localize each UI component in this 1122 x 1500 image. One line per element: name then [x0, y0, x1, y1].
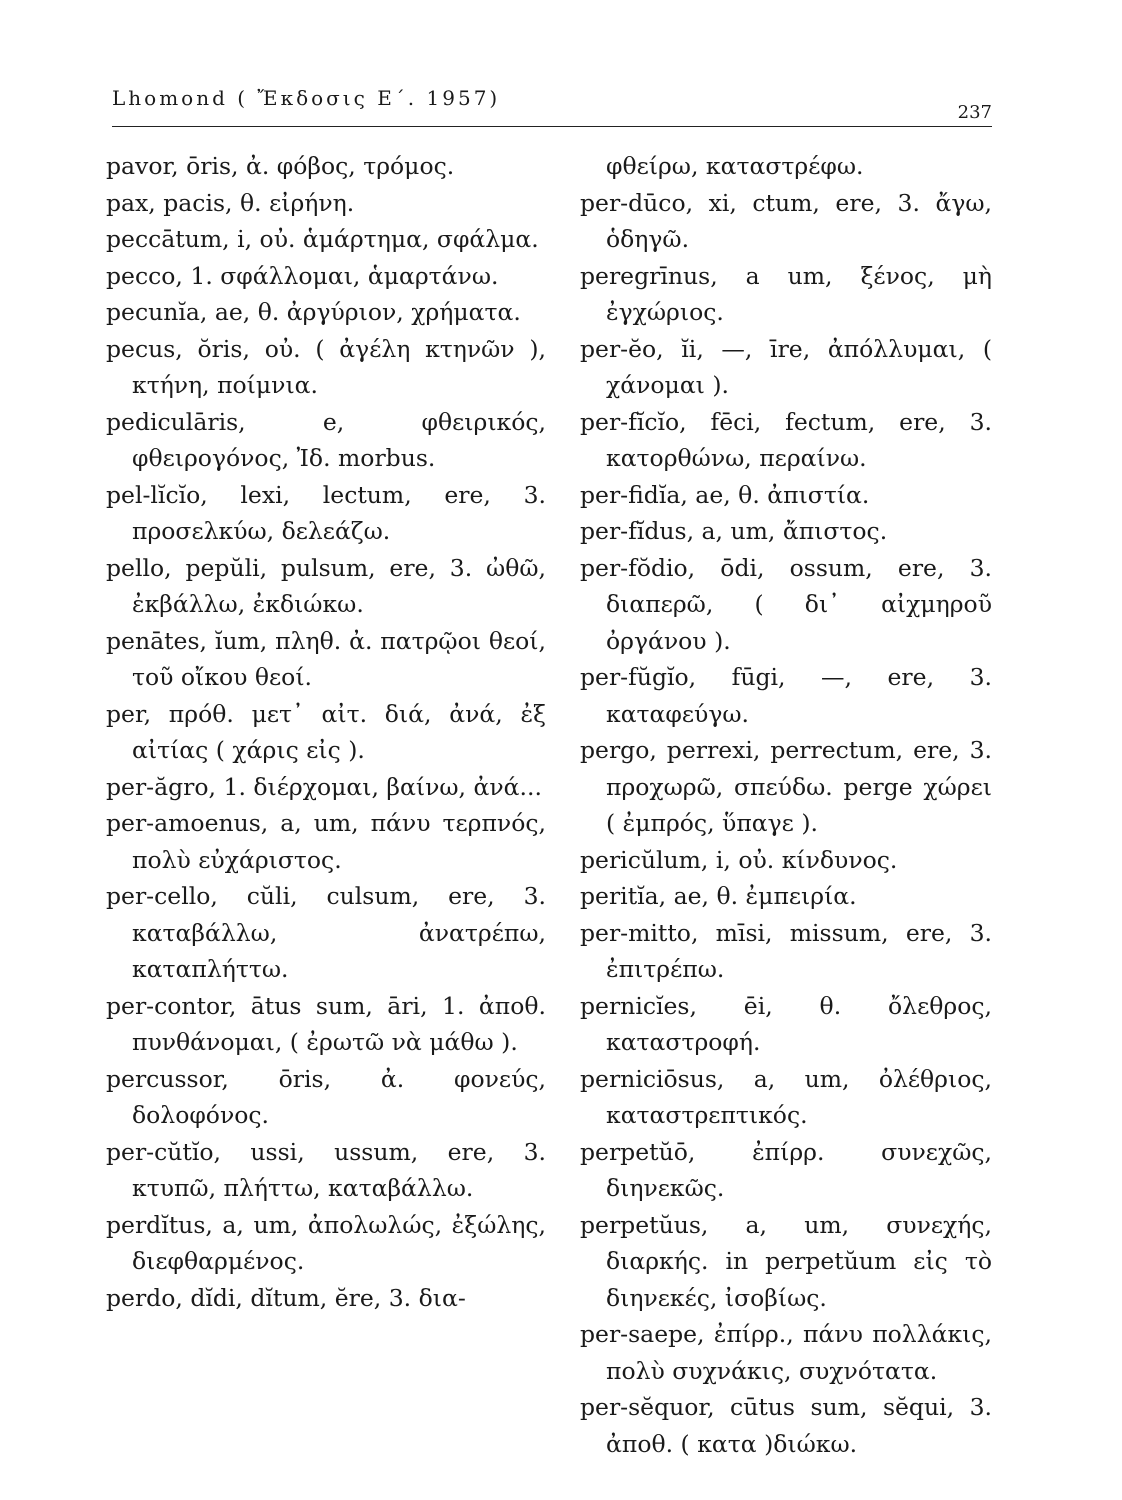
dictionary-entry: per-saepe, ἐπίρρ., πάνυ πολλάκις, πολὺ συχνάκις, συχνότατα. — [580, 1320, 992, 1385]
header-rule — [112, 126, 992, 127]
dictionary-entry: per-amoenus, a, um, πάνυ τερπνός, πολὺ εὐχάριστος. — [106, 809, 546, 874]
dictionary-entry-continuation: φθείρω, καταστρέφω. — [606, 152, 864, 180]
dictionary-entry: per-cŭtĭo, ussi, ussum, ere, 3. κτυπῶ, πλήττω, καταβάλλω. — [106, 1137, 546, 1202]
dictionary-entry: peritĭa, ae, θ. ἐμπειρία. — [580, 882, 857, 910]
dictionary-entry: per-fĭdus, a, um, ἄπιστος. — [580, 517, 888, 545]
dictionary-entry: per-contor, ātus sum, āri, 1. ἀποθ. πυνθάνομαι, ( ἐρωτῶ νὰ μάθω ). — [106, 991, 546, 1056]
dictionary-entry: penātes, ĭum, πληθ. ἀ. πατρῷοι θεοί, τοῦ οἴκου θεοί. — [106, 626, 546, 691]
dictionary-entry: pecunĭa, ae, θ. ἀργύριον, χρήματα. — [106, 298, 521, 326]
dictionary-entry: pericŭlum, i, οὐ. κίνδυνος. — [580, 845, 898, 874]
dictionary-entry: per-ăgro, 1. διέρχομαι, βαίνω, ἀνά... — [106, 772, 542, 801]
dictionary-entry: per-fŭgĭo, fūgi, —, ere, 3. καταφεύγω. — [580, 663, 992, 728]
dictionary-entry: pax, pacis, θ. εἰρήνη. — [106, 188, 355, 217]
dictionary-entry: per-cello, cŭli, culsum, ere, 3. καταβάλλω, ἀνατρέπω, καταπλήττω. — [106, 882, 546, 983]
running-header — [112, 84, 992, 124]
dictionary-entry: pediculāris, e, φθειρικός, φθειρογόνος, Ἰδ. morbus. — [106, 407, 546, 472]
dictionary-entry: per-fĭcĭo, fēci, fectum, ere, 3. κατορθώνω, περαίνω. — [580, 407, 992, 472]
dictionary-entry: pergo, perrexi, perrectum, ere, 3. προχωρῶ, σπεύδω. perge χώρει ( ἐμπρός, ὕπαγε ). — [580, 736, 992, 837]
dictionary-entry: perdo, dĭdi, dĭtum, ĕre, 3. δια- — [106, 1283, 466, 1312]
dictionary-entry: pello, pepŭli, pulsum, ere, 3. ὠθῶ, ἐκβάλλω, ἐκδιώκω. — [106, 553, 546, 618]
dictionary-entry: pernicĭes, ēi, θ. ὄλεθρος, καταστροφή. — [580, 991, 992, 1056]
dictionary-entry: perpetŭō, ἐπίρρ. συνεχῶς, διηνεκῶς. — [580, 1137, 992, 1202]
dictionary-entry: pavor, ōris, ἀ. φόβος, τρόμος. — [106, 152, 455, 180]
dictionary-entry: per-ĕo, ĭi, —, īre, ἀπόλλυμαι, ( χάνομαι ). — [580, 334, 992, 399]
running-title: Lhomond ( Ἔκδοσις Ε΄. 1957) — [112, 86, 501, 110]
dictionary-entry: per, πρόθ. μετ᾽ αἰτ. διά, ἀνά, ἐξ αἰτίας ( χάρις εἰς ). — [106, 699, 546, 764]
dictionary-entry: per-sĕquor, cūtus sum, sĕqui, 3. ἀποθ. ( κατα )διώκω. — [580, 1393, 992, 1458]
left-column — [106, 148, 546, 1316]
dictionary-entry: per-fŏdio, ōdi, ossum, ere, 3. διαπερῶ, ( δι᾽ αἰχμηροῦ ὀργάνου ). — [580, 553, 992, 655]
dictionary-entry: perniciōsus, a, um, ὀλέθριος, καταστρεπτικός. — [580, 1064, 992, 1129]
dictionary-entry: perdĭtus, a, um, ἀπολωλώς, ἐξώλης, διεφθαρμένος. — [106, 1210, 546, 1275]
dictionary-entry: per-mitto, mīsi, missum, ere, 3. ἐπιτρέπω. — [580, 918, 992, 983]
dictionary-entry: pel-lĭcĭo, lexi, lectum, ere, 3. προσελκύω, δελεάζω. — [106, 480, 546, 545]
page-number: 237 — [957, 102, 992, 123]
dictionary-entry: per-fidĭa, ae, θ. ἀπιστία. — [580, 480, 870, 509]
dictionary-entry: peccātum, i, οὐ. ἁμάρτημα, σφάλμα. — [106, 225, 539, 253]
dictionary-entry: pecco, 1. σφάλλομαι, ἁμαρτάνω. — [106, 261, 499, 290]
dictionary-entry: pecus, ŏris, οὐ. ( ἀγέλη κτηνῶν ), κτήνη, ποίμνια. — [106, 334, 546, 399]
dictionary-entry: peregrīnus, a um, ξένος, μὴ ἐγχώριος. — [580, 261, 992, 326]
dictionary-entry: percussor, ōris, ἀ. φονεύς, δολοφόνος. — [106, 1064, 546, 1129]
dictionary-entry: per-dūco, xi, ctum, ere, 3. ἄγω, ὁδηγῶ. — [580, 188, 992, 253]
right-column — [580, 148, 992, 1462]
dictionary-entry: perpetŭus, a, um, συνεχής, διαρκής. in perpetŭum εἰς τὸ διηνεκές, ἰσοβίως. — [580, 1210, 992, 1312]
